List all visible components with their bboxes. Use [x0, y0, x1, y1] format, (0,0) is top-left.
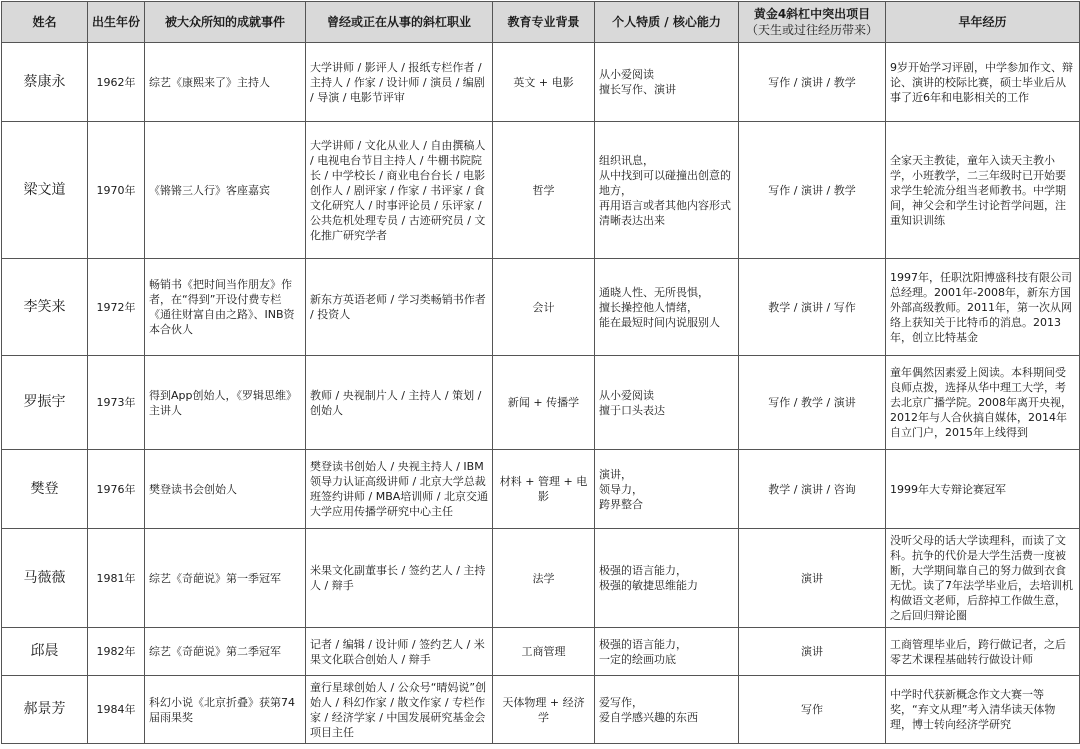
table-row	[2, 43, 1080, 122]
careers: 童行星球创始人 / 公众号“晴妈说”创始人 / 科幻作家 / 散文作家 / 专栏作家 / 经济学家 / 中国发展研究基金会项目主任	[306, 676, 493, 744]
person-name: 邱晨	[2, 628, 88, 676]
traits: 演讲， 领导力， 跨界整合	[595, 450, 739, 529]
person-name: 梁文道	[2, 122, 88, 259]
top4: 写作 / 教学 / 演讲	[739, 356, 886, 450]
header-top4-title: 黄金4斜杠中突出项目	[753, 7, 871, 21]
early-life: 1997年，任职沈阳博盛科技有限公司总经理。2001年-2008年，新东方国外部高级教师。2011年，第一次从网络上获知关于比特币的消息。2013年，创立比特基金	[886, 259, 1080, 356]
header-careers: 曾经或正在从事的斜杠职业	[306, 2, 493, 43]
early-life: 全家天主教徒，童年入读天主教小学，小班教学，二三年级时已开始要求学生轮流分组当老师教书。中学期间，神父会和学生讨论哲学问题，注重知识训练	[886, 122, 1080, 259]
top4: 演讲	[739, 628, 886, 676]
careers: 米果文化副董事长 / 签约艺人 / 主持人 / 辩手	[306, 529, 493, 628]
education: 哲学	[493, 122, 595, 259]
careers: 教师 / 央视制片人 / 主持人 / 策划 / 创始人	[306, 356, 493, 450]
person-name: 蔡康永	[2, 43, 88, 122]
table-row	[2, 259, 1080, 356]
education: 材料 + 管理 + 电影	[493, 450, 595, 529]
birth-year: 1973年	[88, 356, 145, 450]
header-name: 姓名	[2, 2, 88, 43]
person-name: 樊登	[2, 450, 88, 529]
traits: 从小爱阅读 擅于口头表达	[595, 356, 739, 450]
birth-year: 1962年	[88, 43, 145, 122]
early-life: 童年偶然因素爱上阅读。本科期间受良师点拨，选择从华中理工大学，考去北京广播学院。2008年离开央视，2012年与人合伙搞自媒体，2014年自立门户，2015年上线得到	[886, 356, 1080, 450]
achievement: 综艺《奇葩说》第二季冠军	[145, 628, 306, 676]
traits: 组织讯息， 从中找到可以碰撞出创意的地方， 再用语言或者其他内容形式清晰表达出来	[595, 122, 739, 259]
person-name: 罗振宇	[2, 356, 88, 450]
header-traits: 个人特质 / 核心能力	[595, 2, 739, 43]
education: 法学	[493, 529, 595, 628]
top4: 写作 / 演讲 / 教学	[739, 43, 886, 122]
birth-year: 1972年	[88, 259, 145, 356]
traits: 极强的语言能力， 一定的绘画功底	[595, 628, 739, 676]
person-name: 郝景芳	[2, 676, 88, 744]
birth-year: 1984年	[88, 676, 145, 744]
header-early-life: 早年经历	[886, 2, 1080, 43]
birth-year: 1981年	[88, 529, 145, 628]
traits: 极强的语言能力， 极强的敏捷思维能力	[595, 529, 739, 628]
table-row	[2, 676, 1080, 744]
careers: 新东方英语老师 / 学习类畅销书作者 / 投资人	[306, 259, 493, 356]
early-life: 9岁开始学习评剧，中学参加作文、辩论、演讲的校际比赛，硕士毕业后从事了近6年和电影相关的工作	[886, 43, 1080, 122]
table-row	[2, 356, 1080, 450]
careers: 大学讲师 / 文化从业人 / 自由撰稿人 / 电视电台节目主持人 / 牛棚书院院长 / 中学校长 / 商业电台台长 / 电影创作人 / 剧评家 / 作家 / 书评家 / 食文化研究人 / 时事评论员 / 乐评家 / 公共危机处理专员 / 古迹研究员 / 文化推广研究学者	[306, 122, 493, 259]
careers: 大学讲师 / 影评人 / 报纸专栏作者 / 主持人 / 作家 / 设计师 / 演员 / 编剧 / 导演 / 电影节评审	[306, 43, 493, 122]
birth-year: 1976年	[88, 450, 145, 529]
early-life: 没听父母的话大学读理科，而读了文科。抗争的代价是大学生活费一度被断，大学期间靠自己的努力做到衣食无忧。读了7年法学毕业后，去培训机构做语文老师，后辞掉工作做生意，之后回归辩论圈	[886, 529, 1080, 628]
education: 英文 + 电影	[493, 43, 595, 122]
header-education: 教育专业背景	[493, 2, 595, 43]
top4: 演讲	[739, 529, 886, 628]
top4: 教学 / 演讲 / 写作	[739, 259, 886, 356]
birth-year: 1982年	[88, 628, 145, 676]
header-top4	[739, 2, 886, 43]
slash-career-table	[1, 1, 1080, 744]
header-achievement: 被大众所知的成就事件	[145, 2, 306, 43]
achievement: 樊登读书会创始人	[145, 450, 306, 529]
careers: 樊登读书创始人 / 央视主持人 / IBM领导力认证高级讲师 / 北京大学总裁班签约讲师 / MBA培训师 / 北京交通大学应用传播学研究中心主任	[306, 450, 493, 529]
early-life: 1999年大专辩论赛冠军	[886, 450, 1080, 529]
education: 会计	[493, 259, 595, 356]
achievement: 得到App创始人，《罗辑思维》主讲人	[145, 356, 306, 450]
table-row	[2, 628, 1080, 676]
top4: 写作	[739, 676, 886, 744]
top4: 写作 / 演讲 / 教学	[739, 122, 886, 259]
education: 天体物理 + 经济学	[493, 676, 595, 744]
achievement: 综艺《奇葩说》第一季冠军	[145, 529, 306, 628]
top4: 教学 / 演讲 / 咨询	[739, 450, 886, 529]
table-row	[2, 529, 1080, 628]
achievement: 畅销书《把时间当作朋友》作者，在“得到”开设付费专栏《通往财富自由之路》、INB资本合伙人	[145, 259, 306, 356]
traits: 从小爱阅读 擅长写作、演讲	[595, 43, 739, 122]
achievement: 《锵锵三人行》客座嘉宾	[145, 122, 306, 259]
person-name: 李笑来	[2, 259, 88, 356]
header-top4-note: （天生或过往经历带来）	[745, 23, 878, 37]
achievement: 科幻小说《北京折叠》获第74届雨果奖	[145, 676, 306, 744]
early-life: 工商管理毕业后，跨行做记者，之后零艺术课程基础转行做设计师	[886, 628, 1080, 676]
header-birth-year: 出生年份	[88, 2, 145, 43]
achievement: 综艺《康熙来了》主持人	[145, 43, 306, 122]
early-life: 中学时代获新概念作文大赛一等奖，“弃文从理”考入清华读天体物理，博士转向经济学研究	[886, 676, 1080, 744]
careers: 记者 / 编辑 / 设计师 / 签约艺人 / 米果文化联合创始人 / 辩手	[306, 628, 493, 676]
header-row	[2, 2, 1080, 43]
traits: 爱写作， 爱自学感兴趣的东西	[595, 676, 739, 744]
table-row	[2, 122, 1080, 259]
person-name: 马薇薇	[2, 529, 88, 628]
education: 工商管理	[493, 628, 595, 676]
birth-year: 1970年	[88, 122, 145, 259]
traits: 通晓人性、无所畏惧， 擅长操控他人情绪， 能在最短时间内说服别人	[595, 259, 739, 356]
education: 新闻 + 传播学	[493, 356, 595, 450]
table-row	[2, 450, 1080, 529]
